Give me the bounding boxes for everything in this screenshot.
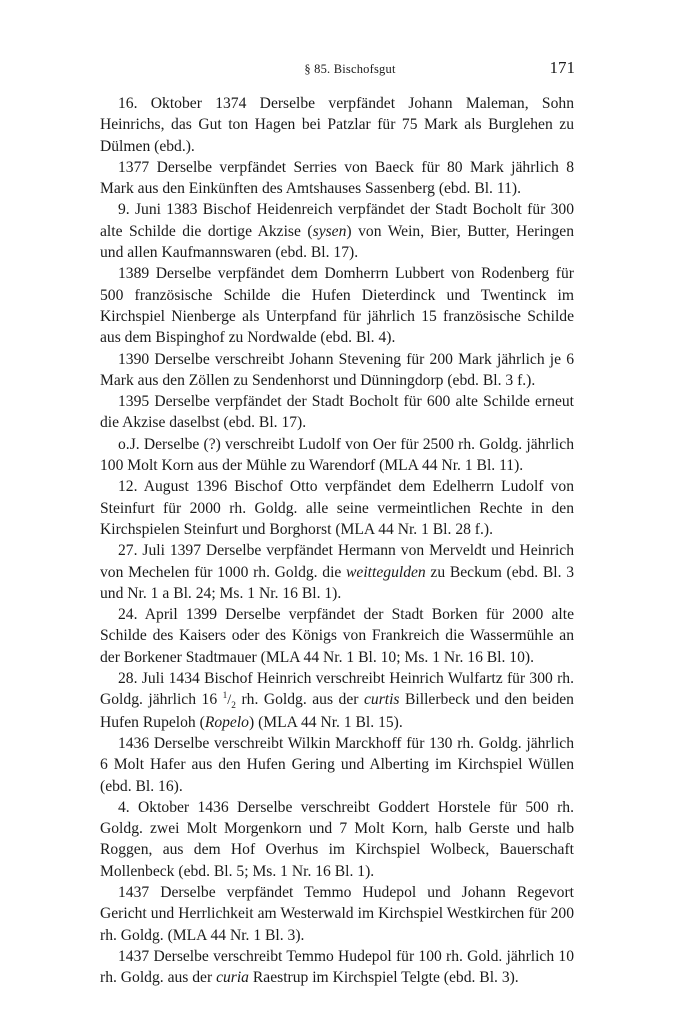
body-text — [100, 93, 574, 988]
text-run: 16. Oktober 1374 Derselbe verpfändet Johann Maleman, Sohn Heinrichs, das Gut ton Hagen bei Patzlar für 75 Mark als Burglehen zu Dülmen (ebd.). — [100, 95, 574, 155]
italic-term: curia — [216, 969, 249, 987]
page-number: 171 — [549, 58, 575, 77]
section-title: § 85. Bischofsgut — [304, 62, 396, 76]
entry-paragraph — [100, 157, 574, 200]
entry-paragraph — [100, 263, 574, 348]
text-run: 24. April 1399 Derselbe verpfändet der Stadt Borken für 2000 alte Schilde des Kaisers oder des Königs von Frankreich die Wassermühle an der Borkener Stadtmauer (MLA 44 Nr. 1 Bl. 10; Ms. 1 Nr. 16 Bl. 10). — [100, 606, 574, 666]
text-run: 1377 Derselbe verpfändet Serries von Baeck für 80 Mark jährlich 8 Mark aus den Einkünften des Amtshauses Sassenberg (ebd. Bl. 11). — [100, 158, 574, 198]
entry-paragraph — [100, 93, 574, 157]
italic-term: curtis — [363, 691, 400, 709]
entry-paragraph — [100, 391, 574, 434]
entry-paragraph — [100, 349, 574, 392]
text-run: o.J. Derselbe (?) verschreibt Ludolf von Oer für 2500 rh. Goldg. jährlich 100 Molt Korn aus der Mühle zu Warendorf (MLA 44 Nr. 1 Bl. 11). — [100, 435, 574, 475]
running-head — [0, 58, 700, 82]
text-run: 1390 Derselbe verschreibt Johann Stevening für 200 Mark jährlich je 6 Mark aus den Zöllen zu Sendenhorst und Dünningdorp (ebd. Bl. 3 f.). — [100, 350, 574, 389]
entry-paragraph — [100, 882, 574, 946]
text-run: 1395 Derselbe verpfändet der Stadt Bocholt für 600 alte Schilde erneut die Akzise daselbst (ebd. Bl. 17). — [100, 393, 574, 432]
entry-paragraph — [100, 733, 574, 797]
entry-paragraph — [100, 434, 574, 477]
text-run: 12. August 1396 Bischof Otto verpfändet dem Edelherrn Ludolf von Steinfurt für 2000 rh. Goldg. alle seine vermeintlichen Rechte in den Kirchspielen Steinfurt und Borghorst (MLA 44 Nr. 1 Bl. 28 f.). — [100, 478, 574, 538]
text-run: 27. Juli 1397 Derselbe verpfändet Hermann von Merveldt und Heinrich von Mechelen für 1000 rh. Goldg. die — [100, 542, 574, 581]
text-run: zu Beckum (ebd. Bl. 3 und Nr. 1 a Bl. 24; Ms. 1 Nr. 16 Bl. 1). — [100, 563, 574, 602]
text-run: 4. Oktober 1436 Derselbe verschreibt Goddert Horstele für 500 rh. Goldg. zwei Molt Morgenkorn und 7 Molt Korn, halb Gerste und halb Roggen, aus dem Hof Overhus im Kirchspiel Wolbeck, Bauerschaft Mollenbeck (ebd. Bl. 5; Ms. 1 Nr. 16 Bl. 1). — [100, 798, 574, 880]
italic-term: weittegulden — [346, 563, 426, 581]
entry-paragraph — [100, 668, 574, 733]
fraction-denominator: 2 — [231, 701, 236, 712]
entry-paragraph — [100, 604, 574, 668]
text-run: Raestrup im Kirchspiel Telgte (ebd. Bl. 3). — [248, 969, 519, 987]
fraction-numerator: 1 — [222, 691, 228, 702]
text-run: 1389 Derselbe verpfändet dem Domherrn Lubbert von Rodenberg für 500 französische Schilde die Hufen Dieterdinck und Twentinck im Kirchspiel Nienberge als Unterpfand für jährlich 15 französische Schilde aus dem Bispinghof zu Nordwalde (ebd. Bl. 4). — [100, 265, 574, 347]
entry-paragraph — [100, 199, 574, 263]
text-run: 9. Juni 1383 Bischof Heidenreich verpfändet der Stadt Bocholt für 300 alte Schilde die dortige Akzise ( — [100, 201, 574, 240]
text-run: 1437 Derselbe verpfändet Temmo Hudepol und Johann Regevort Gericht und Herrlichkeit am Westerwald im Kirchspiel Westkirchen für 200 rh. Goldg. (MLA 44 Nr. 1 Bl. 3). — [100, 883, 574, 944]
text-run: 1436 Derselbe verschreibt Wilkin Marckhoff für 130 rh. Goldg. jährlich 6 Molt Hafer aus den Hufen Gering und Alberting im Kirchspiel Wüllen (ebd. Bl. 16). — [100, 734, 574, 795]
italic-term: Ropelo — [204, 713, 249, 731]
entry-paragraph — [100, 946, 574, 989]
text-run: 1437 Derselbe verschreibt Temmo Hudepol für 100 rh. Gold. jährlich 10 rh. Goldg. aus der — [100, 947, 574, 987]
text-run: 28. Juli 1434 Bischof Heinrich verschreibt Heinrich Wulfartz für 300 rh. Goldg. jährlich 16 — [100, 670, 574, 709]
text-run: ) (MLA 44 Nr. 1 Bl. 15). — [248, 713, 403, 731]
text-run: ) von Wein, Bier, Butter, Heringen und allen Kaufmannswaren (ebd. Bl. 17). — [100, 222, 574, 262]
fraction: $^1/_2$ — [222, 691, 236, 712]
text-run: rh. Goldg. aus der — [235, 691, 364, 709]
entry-paragraph — [100, 540, 574, 604]
italic-term: sysen — [312, 222, 347, 240]
text-run: Billerbeck und den beiden Hufen Rupeloh ( — [100, 691, 574, 731]
entry-paragraph — [100, 476, 574, 540]
entry-paragraph — [100, 797, 574, 882]
